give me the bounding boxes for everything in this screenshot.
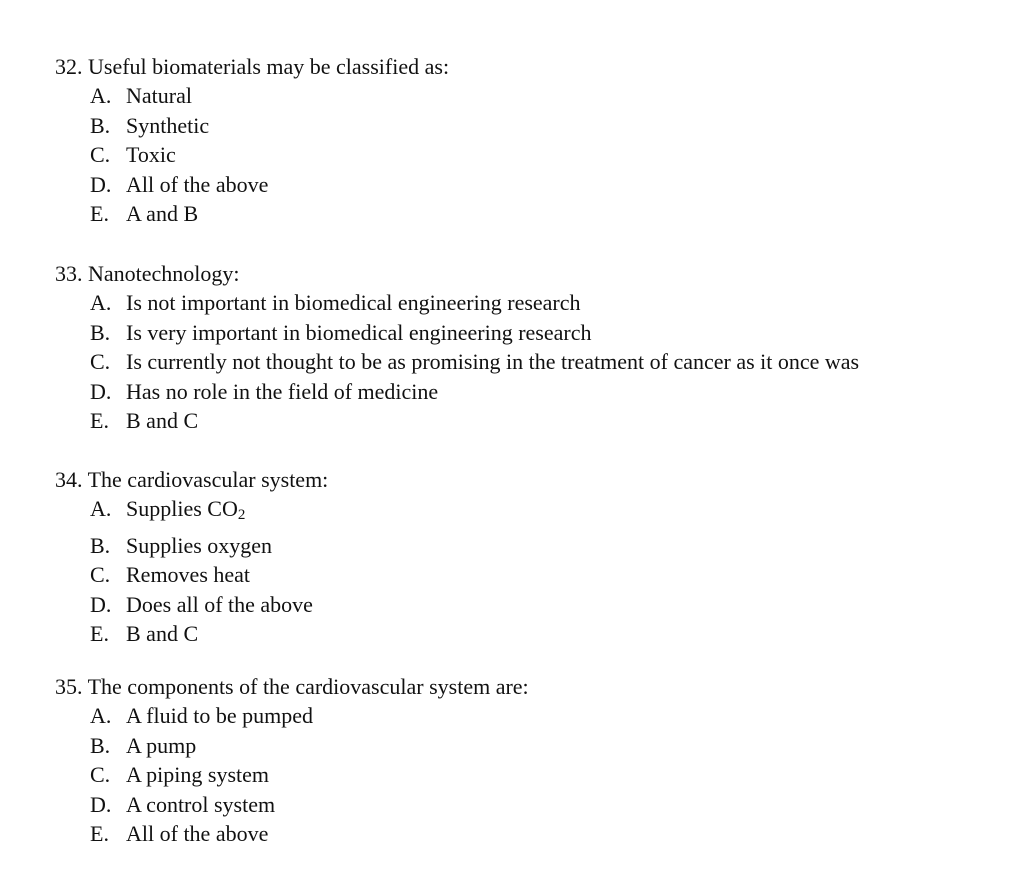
- option-list: [55, 288, 995, 435]
- option-item: [90, 494, 995, 530]
- option-item: [90, 347, 995, 376]
- option-letter: C.: [90, 142, 111, 168]
- option-item: [90, 199, 995, 228]
- option-text: A fluid to be pumped: [126, 703, 313, 729]
- option-list: [55, 494, 995, 648]
- option-letter: E.: [90, 201, 109, 227]
- option-item: [90, 590, 995, 619]
- option-item: [90, 406, 995, 435]
- question-stem: 35. The components of the cardiovascular system are:: [55, 674, 529, 699]
- option-item: [90, 318, 995, 347]
- option-letter: A.: [90, 290, 112, 316]
- option-item: [90, 170, 995, 199]
- option-text: All of the above: [126, 171, 269, 197]
- option-item: [90, 701, 995, 730]
- option-letter: C.: [90, 762, 111, 788]
- option-item: [90, 731, 995, 760]
- option-item: [90, 140, 995, 169]
- option-text: A piping system: [126, 762, 270, 788]
- option-item: [90, 760, 995, 789]
- option-text: Does all of the above: [126, 591, 313, 617]
- question-stem: 34. The cardiovascular system:: [55, 467, 329, 492]
- option-letter: B.: [90, 532, 111, 558]
- option-letter: B.: [90, 732, 111, 758]
- subscript: 2: [237, 507, 246, 524]
- option-item: [90, 531, 995, 560]
- option-text: Is very important in biomedical engineering research: [126, 319, 592, 345]
- option-item: [90, 619, 995, 648]
- option-text: A pump: [126, 732, 197, 758]
- option-item: [90, 111, 995, 140]
- option-text: Has no role in the field of medicine: [126, 378, 439, 404]
- option-list: [55, 81, 995, 228]
- option-text: Synthetic: [126, 112, 210, 138]
- option-letter: D.: [90, 171, 112, 197]
- option-text: Supplies oxygen: [126, 532, 273, 558]
- option-text: B and C: [126, 408, 199, 434]
- option-text: Removes heat: [126, 562, 251, 588]
- question-34: [55, 465, 995, 648]
- option-text: Supplies CO: [126, 496, 238, 522]
- option-text: Is currently not thought to be as promising in the treatment of cancer as it once was: [126, 349, 860, 375]
- option-letter: A.: [90, 496, 112, 522]
- option-text: Natural: [126, 83, 192, 109]
- option-item: [90, 377, 995, 406]
- option-text: B and C: [126, 621, 199, 647]
- option-text: A control system: [126, 791, 276, 817]
- option-letter: A.: [90, 703, 112, 729]
- option-letter: D.: [90, 791, 112, 817]
- option-text: Is not important in biomedical engineering research: [126, 290, 581, 316]
- question-stem: 32. Useful biomaterials may be classified as:: [55, 54, 450, 79]
- option-letter: E.: [90, 621, 109, 647]
- question-stem: 33. Nanotechnology:: [55, 261, 240, 286]
- question-35: [55, 672, 995, 848]
- option-letter: C.: [90, 349, 111, 375]
- option-letter: A.: [90, 83, 112, 109]
- option-letter: E.: [90, 821, 109, 847]
- question-32: [55, 52, 995, 228]
- option-item: [90, 819, 995, 848]
- option-letter: B.: [90, 112, 111, 138]
- option-text: A and B: [126, 201, 199, 227]
- option-item: [90, 790, 995, 819]
- option-letter: E.: [90, 408, 109, 434]
- option-text-wrapper: [126, 494, 245, 530]
- option-letter: D.: [90, 591, 112, 617]
- option-letter: C.: [90, 562, 111, 588]
- option-item: [90, 81, 995, 110]
- option-letter: D.: [90, 378, 112, 404]
- option-item: [90, 560, 995, 589]
- option-item: [90, 288, 995, 317]
- option-text: Toxic: [126, 142, 176, 168]
- option-letter: B.: [90, 319, 111, 345]
- question-33: [55, 259, 995, 435]
- option-list: [55, 701, 995, 848]
- option-text: All of the above: [126, 821, 269, 847]
